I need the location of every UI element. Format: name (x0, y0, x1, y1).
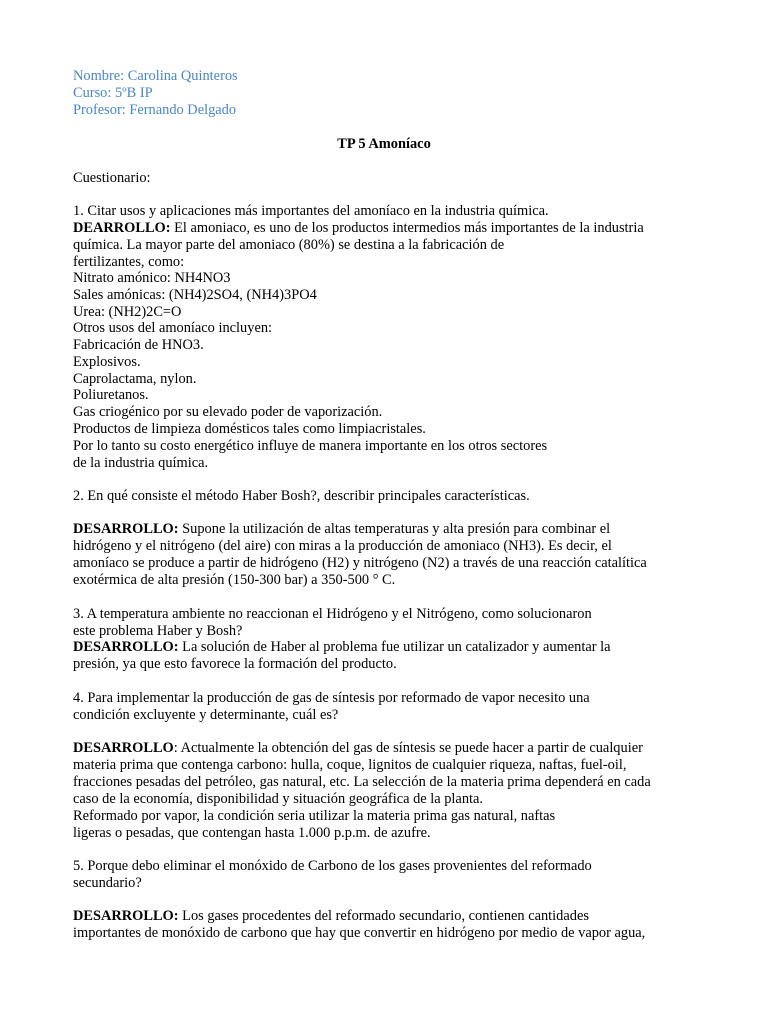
answer-1-line: Nitrato amónico: NH4NO3 (73, 270, 231, 286)
question-5: secundario? (73, 875, 142, 891)
question-3: 3. A temperatura ambiente no reaccionan el Hidrógeno y el Nitrógeno, como solucionaron (73, 606, 592, 622)
answer-1-line: Urea: (NH2)2C=O (73, 304, 182, 320)
document-title: TP 5 Amoníaco (337, 136, 431, 152)
answer-4-line: fracciones pesadas del petróleo, gas natural, etc. La selección de la materia prima dependerá en cada (73, 774, 651, 790)
answer-4-line: ligeras o pesadas, que contengan hasta 1.000 p.p.m. de azufre. (73, 825, 431, 841)
answer-4-line: Reformado por vapor, la condición seria utilizar la materia prima gas natural, naftas (73, 808, 556, 824)
questionnaire-label: Cuestionario: (73, 170, 151, 186)
answer-1-line: Caprolactama, nylon. (73, 371, 197, 387)
answer-1-line: Fabricación de HNO3. (73, 337, 204, 353)
answer-label: DESARROLLO: (73, 639, 179, 655)
answer-5-line: DESARROLLO: Los gases procedentes del reformado secundario, contienen cantidades (73, 908, 589, 924)
question-2: 2. En qué consiste el método Haber Bosh?, describir principales características. (73, 488, 530, 504)
answer-3-line: presión, ya que esto favorece la formación del producto. (73, 656, 397, 672)
course: Curso: 5ºB IP (73, 85, 153, 101)
answer-3-line: DESARROLLO: La solución de Haber al problema fue utilizar un catalizador y aumentar la (73, 639, 611, 655)
answer-4-line: DESARROLLO: Actualmente la obtención del gas de síntesis se puede hacer a partir de cualquier (73, 740, 643, 756)
answer-4-line: caso de la economía, disponibilidad y situación geográfica de la planta. (73, 791, 483, 807)
answer-label: DESARROLLO: (73, 521, 179, 537)
question-3: este problema Haber y Bosh? (73, 623, 243, 639)
teacher: Profesor: Fernando Delgado (73, 102, 237, 118)
answer-1-line: Otros usos del amoníaco incluyen: (73, 320, 273, 336)
answer-label: DESARROLLO: (73, 908, 179, 924)
question-5: 5. Porque debo eliminar el monóxido de Carbono de los gases provenientes del reformado (73, 858, 592, 874)
answer-4-line: materia prima que contenga carbono: hulla, coque, lignitos de cualquier riqueza, naftas, fuel-oil, (73, 757, 627, 773)
question-4: 4. Para implementar la producción de gas de síntesis por reformado de vapor necesito una (73, 690, 590, 706)
answer-1-line: Sales amónicas: (NH4)2SO4, (NH4)3PO4 (73, 287, 317, 303)
question-1: 1. Citar usos y aplicaciones más importantes del amoníaco en la industria química. (73, 203, 549, 219)
answer-1-line: Por lo tanto su costo energético influye de manera importante en los otros sectores (73, 438, 548, 454)
answer-1-line: química. La mayor parte del amoniaco (80%) se destina a la fabricación de (73, 237, 505, 253)
answer-1-line: Gas criogénico por su elevado poder de vaporización. (73, 404, 383, 420)
answer-1-line: Explosivos. (73, 354, 141, 370)
answer-label: DEARROLLO: (73, 220, 171, 236)
answer-5-line: importantes de monóxido de carbono que hay que convertir en hidrógeno por medio de vapor agua, (73, 925, 646, 941)
answer-label: DESARROLLO (73, 740, 174, 756)
answer-2-line: exotérmica de alta presión (150-300 bar) a 350-500 ° C. (73, 572, 396, 588)
student-name: Nombre: Carolina Quinteros (73, 68, 238, 84)
answer-1-line: Poliuretanos. (73, 387, 149, 403)
answer-1-line: de la industria química. (73, 455, 209, 471)
answer-2-line: amoníaco se produce a partir de hidrógeno (H2) y nitrógeno (N2) a través de una reacción catalítica (73, 555, 647, 571)
answer-1-line: Productos de limpieza domésticos tales como limpiacristales. (73, 421, 426, 437)
answer-2-line: DESARROLLO: Supone la utilización de altas temperaturas y alta presión para combinar el (73, 521, 611, 537)
answer-2-line: hidrógeno y el nitrógeno (del aire) con miras a la producción de amoniaco (NH3). Es decir, el (73, 538, 612, 554)
answer-1-line: fertilizantes, como: (73, 254, 185, 270)
answer-1-line: DEARROLLO: El amoniaco, es uno de los productos intermedios más importantes de la industria (73, 220, 644, 236)
question-4: condición excluyente y determinante, cuál es? (73, 707, 339, 723)
